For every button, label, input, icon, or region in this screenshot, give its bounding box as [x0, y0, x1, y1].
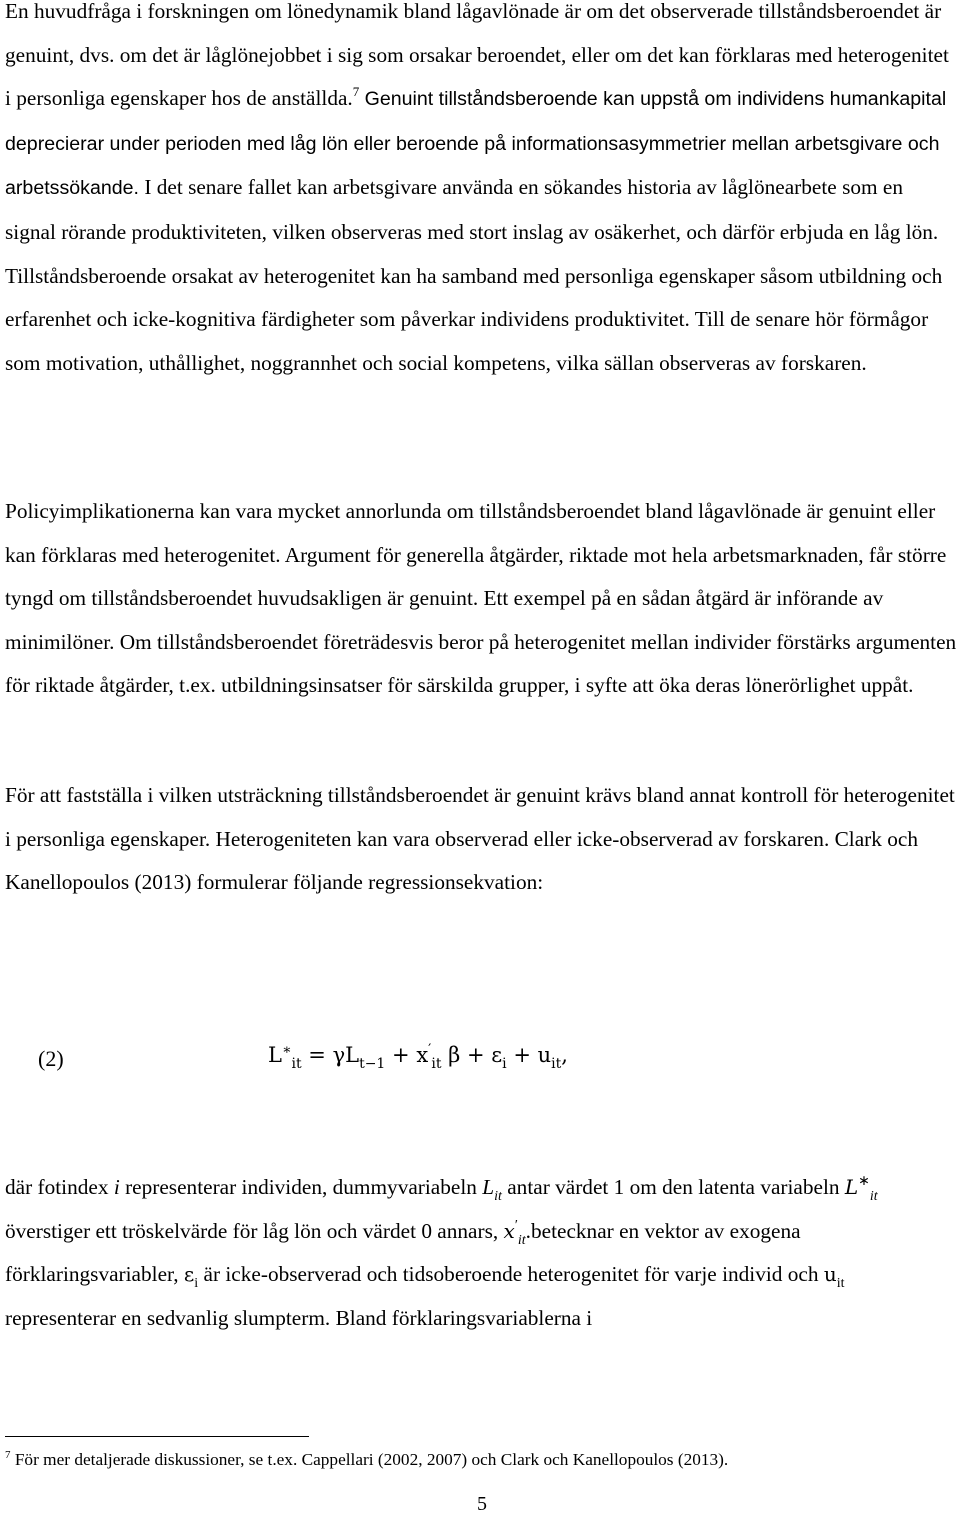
paragraph-1 [5, 0, 957, 385]
paragraph-2: Policyimplikationerna kan vara mycket annorlunda om tillståndsberoendet bland lågavlönade är genuint eller kan förklaras med heterogenitet. Argument för generella åtgärder, riktade mot hela arbetsmarknaden, får större tyngd om tillståndsberoendet huvudsakligen är genuint. Ett exempel på en sådan åtgärd är införande av minimilöner. Om tillståndsberoendet företrädesvis beror på heterogenitet mellan individer förstärks argumenten för riktade åtgärder, t.ex. utbildningsinsatser för särskilda grupper, i syfte att öka deras lönerörlighet uppåt. [5, 499, 957, 698]
paragraph-4: där fotindex i representerar individen, dummyvariabeln $L_{it}$ antar värdet 1 om den latenta variabeln $L^∗_{it}$ överstiger ett tröskelvärde för låg lön och värdet 0 annars, $x'_{it}.betecknar$ en vektor av exogena förklaringsvariabler, $\varepsilon_i$ är icke-observerad och tidsoberoende heterogenitet för varje individ och $u_{it}$ representerar en sedvanlig slumpterm. Bland förklaringsvariablerna i [5, 1174, 878, 1330]
page-number: 5 [477, 1493, 487, 1515]
paragraph-3: För att fastställa i vilken utsträckning tillståndsberoendet är genuint krävs bland annat kontroll för heterogenitet i personliga egenskaper. Heterogeniteten kan vara observerad eller icke-observerad av forskaren. Clark och Kanellopoulos (2013) formulerar följande regressionsekvation: [5, 783, 955, 895]
footnote [5, 1448, 955, 1472]
paragraph-1-text: En huvudfråga i forskningen om lönedynamik bland lågavlönade är om det observerade tillståndsberoendet är genuint, dvs. om det är låglönejobbet i sig som orsakar beroendet, eller om det kan förklaras med heterogenitet i personliga egenskaper hos de anställda. [5, 0, 949, 111]
regression-equation: $L^∗_{it} = \gamma L_{t-1} + x'_{it}$ $\beta + \varepsilon_i + u_{it}$, [268, 1042, 568, 1072]
equation-number: (2) [38, 1046, 64, 1071]
equation-row [0, 1038, 960, 1082]
footnote-divider [5, 1436, 309, 1437]
footnote-text: För mer detaljerade diskussioner, se t.ex. Cappellari (2002, 2007) och Clark och Kanellopoulos (2013). [10, 1450, 729, 1469]
footnote-reference[interactable]: 7 [352, 84, 360, 100]
paragraph-1-rest: I det senare fallet kan arbetsgivare använda en sökandes historia av låglönearbete som en signal rörande produktiviteten, vilken observeras med stort inslag av osäkerhet, och därför erbjuda en låg lön. Tillståndsberoende orsakat av heterogenitet kan ha samband med personliga egenskaper såsom utbildning och erfarenhet och icke-kognitiva färdigheter som påverkar individens produktivitet. Till de senare hör förmågor som motivation, uthållighet, noggrannhet och social kompetens, vilka sällan observeras av forskaren. [5, 175, 943, 375]
footnote-mark: 7 [5, 1449, 11, 1461]
paragraph-1-sans-text: Genuint tillståndsberoende kan uppstå om individens humankapital deprecierar under perioden med låg lön eller beroende på informationsasymmetrier mellan arbetsgivare och arbetssökande. [5, 88, 947, 200]
